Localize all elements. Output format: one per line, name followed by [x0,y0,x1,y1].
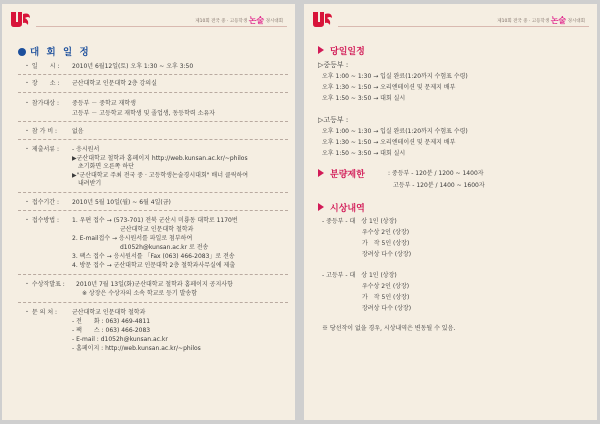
contact-label: ・ 문 의 처 : [24,309,58,316]
contact-fax: - 팩 스 : 063) 466-2083 [72,327,151,334]
section-title-schedule: 대 회 일 정 [18,44,91,58]
docs-line: ▶"군산대학교 주최 전국 중 · 고등학생논술경시대회" 배너 클릭하여 [72,172,249,179]
divider [18,210,288,211]
date-label: ・ 일 시 : [24,63,60,70]
high-school-label: ▷고등부 : [318,116,349,124]
method-line: 3. 팩스 접수 → 응시원서를 「Fax (063) 466-2083」로 전송 [72,253,235,260]
schedule-row: 오후 1:50 ~ 3:50 → 대회 실시 [322,150,406,157]
award-row: 장려상 다수 (상장) [362,251,412,258]
award-announce-line: ※ 상장은 수상자의 소속 학교로 등기 발송함 [82,290,198,297]
award-announce-line: 2010년 7월 13일(화)군산대학교 철학과 홈페이지 공지사항 [76,281,233,288]
contact-phone: - 전 화 : 063) 469-4811 [72,318,151,325]
method-line: 군산대학교 인문대학 철학과 [72,226,194,233]
triangle-bullet-icon [318,203,324,211]
header-rule [338,26,589,27]
divider [18,74,288,75]
award-row: 가 작 5인 (상장) [362,294,410,301]
length-limit-line: : 중등부 - 120분 / 1200 ~ 1400자 [388,170,484,177]
method-line: 1. 우편 접수 → (573-701) 전북 군산시 미룡동 대학로 1170번 [72,217,238,224]
eligibility-line: 고등부 － 고등학교 재학생 및 졸업생, 동등학력 소유자 [72,110,215,117]
contest-header: 제10회 전국 중 · 고등학생 논술 경시대회 [195,16,283,25]
contest-header: 제10회 전국 중 · 고등학생 논술 경시대회 [497,16,585,25]
docs-line: ▶군산대학교 철학과 홈페이지 http://web.kunsan.ac.kr/~philos [72,155,248,162]
schedule-row: 오후 1:00 ~ 1:30 → 입실 완료(1:20까지 수험표 수령) [322,128,468,135]
docs-label: ・ 제출서류 : [24,146,60,153]
divider [18,139,288,140]
method-line: d1052h@kunsan.ac.kr 로 전송 [72,244,209,251]
method-label: ・ 접수방법 : [24,217,60,224]
divider [18,274,288,275]
period-label: ・ 접수기간 : [24,199,60,206]
length-limit-line: 고등부 - 120분 / 1400 ~ 1600자 [393,182,485,189]
section-title-length-limit: 분량제한 [318,167,365,180]
contest-logo-icon [8,10,32,28]
award-row: - 중등부 - 대 상 1인 (상장) [322,218,397,225]
award-row: 장려상 다수 (상장) [362,305,412,312]
method-line: 4. 방문 접수 → 군산대학교 인문대학 2층 철학과사무실에 제출 [72,262,236,269]
section-title-awards: 시상내역 [318,201,365,214]
right-page [304,4,597,420]
method-line: 2. E-mail접수 → 응시원서를 파일로 첨부하여 [72,235,193,242]
divider [18,192,288,193]
schedule-row: 오후 1:50 ~ 3:50 → 대회 실시 [322,95,406,102]
triangle-bullet-icon [318,46,324,54]
docs-line: - 응시원서 [72,146,100,153]
award-row: - 고등부 - 대 상 1인 (상장) [322,272,397,279]
place-label: ・ 장 소 : [24,80,60,87]
award-row: 우수상 2인 (상장) [362,229,410,236]
eligibility-line: 중등부 － 중학교 재학생 [72,100,136,107]
contest-logo-icon [310,10,334,28]
schedule-row: 오후 1:00 ~ 1:30 → 입실 완료(1:20까지 수험표 수령) [322,73,468,80]
contact-line: 군산대학교 인문대학 철학과 [72,309,146,316]
schedule-row: 오후 1:30 ~ 1:50 → 오리엔테이션 및 문제지 배부 [322,84,456,91]
header-rule [36,26,287,27]
award-announce-label: ・ 수상작발표 : [24,281,65,288]
divider [18,92,288,93]
section-title-day-schedule: 당일일정 [318,44,365,57]
period-value: 2010년 5월 10일(월) ~ 6월 4일(금) [72,199,171,206]
fee-label: ・ 참 가 비 : [24,128,58,135]
award-row: 가 작 5인 (상장) [362,240,410,247]
eligibility-label: ・ 참가대상 : [24,100,60,107]
date-value: 2010년 6월12일(토) 오후 1:30 ~ 오후 3:50 [72,63,194,70]
place-value: 군산대학교 인문대학 2층 강의실 [72,80,157,87]
award-note: ※ 당선작이 없을 경우, 시상내역은 변동될 수 있음. [322,325,456,332]
middle-school-label: ▷중등부 : [318,61,349,69]
docs-line: 초기화면 오른쪽 하단 [72,163,134,170]
fee-value: 없음 [72,128,84,135]
docs-line: 내려받기 [72,180,102,187]
divider [18,302,288,303]
schedule-row: 오후 1:30 ~ 1:50 → 오리엔테이션 및 문제지 배부 [322,139,456,146]
divider [18,121,288,122]
contact-email[interactable]: - E-mail : d1052h@kunsan.ac.kr [72,336,168,343]
award-row: 우수상 2인 (상장) [362,283,410,290]
contact-homepage[interactable]: - 홈페이지 : http://web.kunsan.ac.kr/~philos [72,345,201,352]
left-page [2,4,295,420]
triangle-bullet-icon [318,169,324,177]
